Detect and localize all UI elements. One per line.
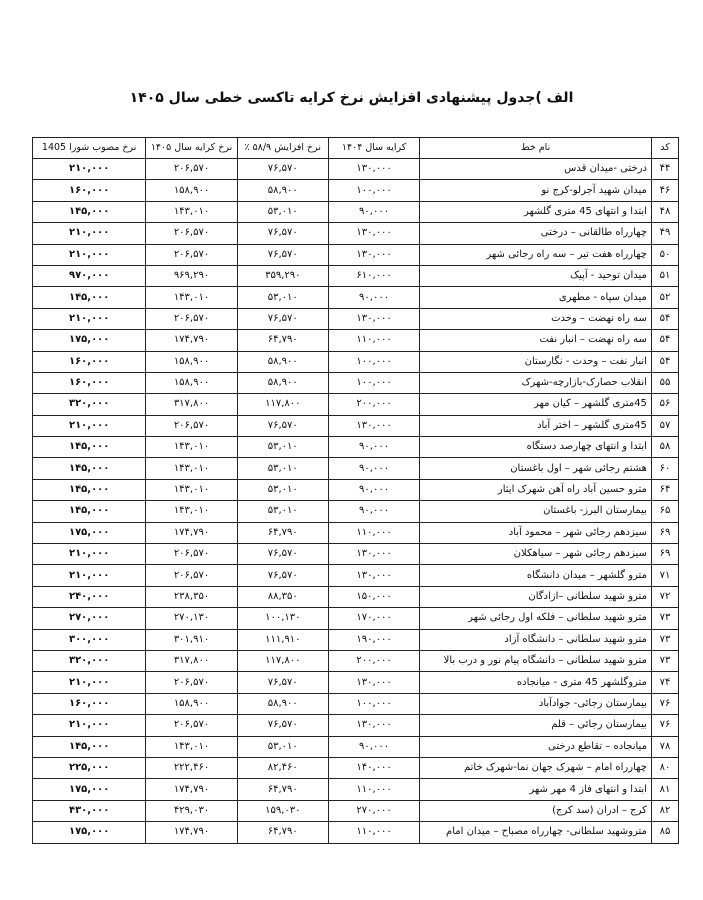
cell-council-fare: ۱۷۵,۰۰۰	[33, 522, 146, 543]
table-row	[33, 458, 679, 479]
cell-code: ۶۵	[651, 501, 678, 522]
cell-code: ۵۵	[651, 372, 678, 393]
cell-line-name: چهارراه هفت تیر – سه راه رجائی شهر	[420, 244, 652, 265]
cell-fare-1404: ۲۰۰,۰۰۰	[328, 650, 419, 671]
cell-line-name: بیمارستان رجائی- جوادآباد	[420, 693, 652, 714]
cell-fare-1405: ۱۴۳,۰۱۰	[146, 736, 237, 757]
cell-line-name: مترو شهید سلطانی – دانشگاه پیام نور و درب بالا	[420, 650, 652, 671]
cell-code: ۸۲	[651, 800, 678, 821]
cell-line-name: میانجاده – تقاطع درختی	[420, 736, 652, 757]
cell-line-name: مترو گلشهر – میدان دانشگاه	[420, 565, 652, 586]
cell-increase: ۵۳,۰۱۰	[237, 287, 328, 308]
cell-council-fare: ۲۱۰,۰۰۰	[33, 244, 146, 265]
cell-fare-1405: ۳۱۷,۸۰۰	[146, 394, 237, 415]
cell-increase: ۷۶,۵۷۰	[237, 223, 328, 244]
cell-fare-1404: ۱۳۰,۰۰۰	[328, 715, 419, 736]
cell-increase: ۷۶,۵۷۰	[237, 715, 328, 736]
cell-increase: ۵۸,۹۰۰	[237, 351, 328, 372]
cell-fare-1405: ۲۳۸,۳۵۰	[146, 586, 237, 607]
fare-table	[32, 137, 679, 844]
cell-code: ۶۹	[651, 544, 678, 565]
table-row	[33, 159, 679, 180]
cell-increase: ۵۳,۰۱۰	[237, 501, 328, 522]
cell-fare-1405: ۲۰۶,۵۷۰	[146, 672, 237, 693]
cell-line-name: بیمارستان رجائی – قلم	[420, 715, 652, 736]
cell-code: ۷۳	[651, 629, 678, 650]
header-fare-1405: نرخ کرایه سال ۱۴۰۵	[146, 138, 237, 159]
cell-code: ۷۳	[651, 650, 678, 671]
cell-line-name: مترو حسین آباد راه آهن شهرک ایثار	[420, 479, 652, 500]
cell-increase: ۷۶,۵۷۰	[237, 159, 328, 180]
cell-fare-1404: ۱۳۰,۰۰۰	[328, 244, 419, 265]
cell-code: ۴۶	[651, 180, 678, 201]
cell-code: ۵۴	[651, 351, 678, 372]
cell-fare-1405: ۱۴۳,۰۱۰	[146, 501, 237, 522]
table-row	[33, 287, 679, 308]
table-row	[33, 650, 679, 671]
cell-fare-1405: ۲۰۶,۵۷۰	[146, 544, 237, 565]
cell-fare-1405: ۱۴۳,۰۱۰	[146, 287, 237, 308]
cell-line-name: انقلاب حصارک-بازارچه-شهرک	[420, 372, 652, 393]
cell-increase: ۶۴,۷۹۰	[237, 522, 328, 543]
cell-line-name: متروگلشهر 45 متری - میانجاده	[420, 672, 652, 693]
cell-increase: ۵۳,۰۱۰	[237, 736, 328, 757]
cell-fare-1405: ۱۷۴,۷۹۰	[146, 822, 237, 843]
cell-council-fare: ۱۴۵,۰۰۰	[33, 501, 146, 522]
cell-line-name: میدان توحید - آپیک	[420, 265, 652, 286]
cell-code: ۷۴	[651, 672, 678, 693]
cell-increase: ۷۶,۵۷۰	[237, 672, 328, 693]
cell-line-name: ابتدا و انتهای 45 متری گلشهر	[420, 201, 652, 222]
cell-fare-1404: ۱۰۰,۰۰۰	[328, 180, 419, 201]
table-row	[33, 372, 679, 393]
table-row	[33, 223, 679, 244]
table-row	[33, 437, 679, 458]
cell-council-fare: ۲۲۵,۰۰۰	[33, 757, 146, 778]
cell-fare-1404: ۱۵۰,۰۰۰	[328, 586, 419, 607]
cell-fare-1404: ۱۴۰,۰۰۰	[328, 757, 419, 778]
cell-fare-1405: ۲۰۶,۵۷۰	[146, 308, 237, 329]
cell-fare-1405: ۱۴۳,۰۱۰	[146, 437, 237, 458]
cell-line-name: انبار نفت – وحدت - نگارستان	[420, 351, 652, 372]
table-row	[33, 608, 679, 629]
cell-council-fare: ۳۰۰,۰۰۰	[33, 629, 146, 650]
cell-code: ۴۹	[651, 223, 678, 244]
table-row	[33, 501, 679, 522]
cell-fare-1404: ۱۳۰,۰۰۰	[328, 565, 419, 586]
cell-line-name: مترو شهید سلطانی – فلکه اول رجائی شهر	[420, 608, 652, 629]
cell-council-fare: ۱۴۵,۰۰۰	[33, 736, 146, 757]
cell-increase: ۵۳,۰۱۰	[237, 458, 328, 479]
cell-line-name: سیزدهم رجائی شهر – سیاهکلان	[420, 544, 652, 565]
cell-council-fare: ۲۱۰,۰۰۰	[33, 415, 146, 436]
cell-line-name: سه راه نهضت – انبار نفت	[420, 330, 652, 351]
table-row	[33, 693, 679, 714]
cell-fare-1404: ۱۰۰,۰۰۰	[328, 693, 419, 714]
cell-increase: ۶۴,۷۹۰	[237, 330, 328, 351]
cell-code: ۵۶	[651, 394, 678, 415]
cell-fare-1405: ۲۷۰,۱۳۰	[146, 608, 237, 629]
cell-fare-1405: ۲۰۶,۵۷۰	[146, 565, 237, 586]
table-row	[33, 779, 679, 800]
cell-line-name: درختی -میدان قدس	[420, 159, 652, 180]
cell-line-name: 45متری گلشهر – کیان مهر	[420, 394, 652, 415]
cell-fare-1405: ۱۴۳,۰۱۰	[146, 201, 237, 222]
cell-code: ۷۸	[651, 736, 678, 757]
cell-line-name: چهارراه امام – شهرک جهان نما-شهرک خاتم	[420, 757, 652, 778]
cell-code: ۵۰	[651, 244, 678, 265]
table-row	[33, 565, 679, 586]
table-row	[33, 415, 679, 436]
cell-increase: ۵۸,۹۰۰	[237, 372, 328, 393]
cell-fare-1405: ۳۰۱,۹۱۰	[146, 629, 237, 650]
cell-fare-1405: ۲۰۶,۵۷۰	[146, 159, 237, 180]
cell-increase: ۱۵۹,۰۳۰	[237, 800, 328, 821]
table-row	[33, 351, 679, 372]
cell-line-name: مترو شهید سلطانی –ازادگان	[420, 586, 652, 607]
cell-increase: ۵۸,۹۰۰	[237, 180, 328, 201]
header-council-fare: نرخ مصوب شورا 1405	[33, 138, 146, 159]
cell-fare-1405: ۱۵۸,۹۰۰	[146, 372, 237, 393]
table-row	[33, 201, 679, 222]
cell-increase: ۱۱۷,۸۰۰	[237, 394, 328, 415]
cell-fare-1404: ۹۰,۰۰۰	[328, 458, 419, 479]
cell-council-fare: ۱۶۰,۰۰۰	[33, 372, 146, 393]
cell-fare-1404: ۹۰,۰۰۰	[328, 736, 419, 757]
table-row	[33, 629, 679, 650]
cell-council-fare: ۲۱۰,۰۰۰	[33, 544, 146, 565]
cell-increase: ۳۵۹,۲۹۰	[237, 265, 328, 286]
cell-fare-1405: ۹۶۹,۲۹۰	[146, 265, 237, 286]
cell-fare-1404: ۹۰,۰۰۰	[328, 437, 419, 458]
table-row	[33, 308, 679, 329]
cell-fare-1405: ۱۵۸,۹۰۰	[146, 351, 237, 372]
header-code: کد	[651, 138, 678, 159]
cell-fare-1405: ۱۴۳,۰۱۰	[146, 458, 237, 479]
cell-line-name: سه راه نهضت – وحدت	[420, 308, 652, 329]
cell-code: ۷۱	[651, 565, 678, 586]
cell-council-fare: ۲۱۰,۰۰۰	[33, 715, 146, 736]
cell-fare-1404: ۹۰,۰۰۰	[328, 287, 419, 308]
cell-council-fare: ۱۷۵,۰۰۰	[33, 822, 146, 843]
table-row	[33, 244, 679, 265]
cell-code: ۵۲	[651, 287, 678, 308]
cell-council-fare: ۲۱۰,۰۰۰	[33, 308, 146, 329]
table-row	[33, 736, 679, 757]
cell-fare-1404: ۱۱۰,۰۰۰	[328, 522, 419, 543]
cell-increase: ۵۳,۰۱۰	[237, 479, 328, 500]
header-increase: نرخ افزایش ۵۸/۹ ٪	[237, 138, 328, 159]
table-row	[33, 330, 679, 351]
cell-council-fare: ۲۱۰,۰۰۰	[33, 565, 146, 586]
cell-line-name: ابتدا و انتهای چهارصد دستگاه	[420, 437, 652, 458]
cell-increase: ۷۶,۵۷۰	[237, 565, 328, 586]
cell-code: ۷۶	[651, 715, 678, 736]
cell-fare-1404: ۱۳۰,۰۰۰	[328, 415, 419, 436]
cell-council-fare: ۳۲۰,۰۰۰	[33, 650, 146, 671]
cell-council-fare: ۱۴۵,۰۰۰	[33, 437, 146, 458]
cell-fare-1404: ۱۹۰,۰۰۰	[328, 629, 419, 650]
cell-fare-1404: ۱۳۰,۰۰۰	[328, 223, 419, 244]
cell-line-name: 45متری گلشهر – اختر آباد	[420, 415, 652, 436]
cell-code: ۵۸	[651, 437, 678, 458]
cell-fare-1405: ۴۲۹,۰۳۰	[146, 800, 237, 821]
cell-fare-1405: ۲۲۲,۴۶۰	[146, 757, 237, 778]
cell-code: ۸۵	[651, 822, 678, 843]
cell-council-fare: ۱۴۵,۰۰۰	[33, 479, 146, 500]
cell-line-name: سیزدهم رجائی شهر – محمود آباد	[420, 522, 652, 543]
table-row	[33, 800, 679, 821]
header-fare-1404: کرایه سال ۱۴۰۴	[328, 138, 419, 159]
cell-council-fare: ۱۴۵,۰۰۰	[33, 458, 146, 479]
cell-increase: ۸۲,۴۶۰	[237, 757, 328, 778]
cell-council-fare: ۲۱۰,۰۰۰	[33, 159, 146, 180]
cell-line-name: میدان شهید آجرلو-کرج نو	[420, 180, 652, 201]
cell-council-fare: ۱۷۵,۰۰۰	[33, 779, 146, 800]
cell-increase: ۷۶,۵۷۰	[237, 415, 328, 436]
cell-fare-1404: ۱۱۰,۰۰۰	[328, 822, 419, 843]
page-title: الف )جدول پیشنهادی افزایش نرخ کرایه تاکسی خطی سال ۱۴۰۵	[129, 90, 574, 106]
cell-fare-1405: ۲۰۶,۵۷۰	[146, 244, 237, 265]
cell-fare-1404: ۱۰۰,۰۰۰	[328, 372, 419, 393]
cell-increase: ۷۶,۵۷۰	[237, 308, 328, 329]
cell-fare-1404: ۱۳۰,۰۰۰	[328, 544, 419, 565]
table-row	[33, 672, 679, 693]
cell-council-fare: ۲۴۰,۰۰۰	[33, 586, 146, 607]
cell-council-fare: ۳۲۰,۰۰۰	[33, 394, 146, 415]
table-row	[33, 479, 679, 500]
cell-code: ۷۳	[651, 608, 678, 629]
cell-council-fare: ۱۶۰,۰۰۰	[33, 180, 146, 201]
cell-fare-1405: ۲۰۶,۵۷۰	[146, 715, 237, 736]
cell-fare-1405: ۲۰۶,۵۷۰	[146, 223, 237, 244]
cell-fare-1404: ۱۰۰,۰۰۰	[328, 351, 419, 372]
cell-code: ۶۹	[651, 522, 678, 543]
cell-line-name: بیمارستان البرز- باغستان	[420, 501, 652, 522]
cell-line-name: ابتدا و انتهای فاز 4 مهر شهر	[420, 779, 652, 800]
table-row	[33, 715, 679, 736]
cell-code: ۶۰	[651, 458, 678, 479]
cell-increase: ۶۴,۷۹۰	[237, 779, 328, 800]
cell-council-fare: ۱۴۵,۰۰۰	[33, 287, 146, 308]
cell-fare-1404: ۱۳۰,۰۰۰	[328, 308, 419, 329]
table-row	[33, 544, 679, 565]
cell-fare-1404: ۶۱۰,۰۰۰	[328, 265, 419, 286]
cell-code: ۵۴	[651, 330, 678, 351]
cell-fare-1405: ۱۵۸,۹۰۰	[146, 693, 237, 714]
cell-code: ۴۸	[651, 201, 678, 222]
cell-fare-1404: ۱۷۰,۰۰۰	[328, 608, 419, 629]
cell-increase: ۱۱۷,۸۰۰	[237, 650, 328, 671]
cell-council-fare: ۱۶۰,۰۰۰	[33, 693, 146, 714]
cell-increase: ۵۳,۰۱۰	[237, 437, 328, 458]
cell-increase: ۵۸,۹۰۰	[237, 693, 328, 714]
cell-code: ۵۴	[651, 308, 678, 329]
cell-line-name: میدان سپاه - مطهری	[420, 287, 652, 308]
cell-council-fare: ۱۴۵,۰۰۰	[33, 201, 146, 222]
cell-fare-1404: ۲۰۰,۰۰۰	[328, 394, 419, 415]
cell-fare-1404: ۹۰,۰۰۰	[328, 201, 419, 222]
table-row	[33, 586, 679, 607]
cell-fare-1405: ۱۴۳,۰۱۰	[146, 479, 237, 500]
cell-line-name: متروشهید سلطانی- چهارراه مصباح – میدان امام	[420, 822, 652, 843]
cell-increase: ۵۳,۰۱۰	[237, 201, 328, 222]
cell-code: ۵۷	[651, 415, 678, 436]
cell-council-fare: ۲۷۰,۰۰۰	[33, 608, 146, 629]
cell-code: ۸۱	[651, 779, 678, 800]
cell-code: ۷۲	[651, 586, 678, 607]
cell-council-fare: ۹۷۰,۰۰۰	[33, 265, 146, 286]
cell-fare-1404: ۹۰,۰۰۰	[328, 479, 419, 500]
cell-increase: ۱۱۱,۹۱۰	[237, 629, 328, 650]
cell-line-name: کرج – ادران (سد کرج)	[420, 800, 652, 821]
table-header-row	[33, 138, 679, 159]
table-row	[33, 265, 679, 286]
table-row	[33, 522, 679, 543]
cell-code: ۸۰	[651, 757, 678, 778]
cell-fare-1405: ۳۱۷,۸۰۰	[146, 650, 237, 671]
cell-fare-1405: ۲۰۶,۵۷۰	[146, 415, 237, 436]
cell-council-fare: ۱۶۰,۰۰۰	[33, 351, 146, 372]
cell-line-name: هشتم رجائی شهر – اول باغستان	[420, 458, 652, 479]
cell-fare-1405: ۱۷۴,۷۹۰	[146, 330, 237, 351]
cell-fare-1404: ۲۷۰,۰۰۰	[328, 800, 419, 821]
cell-increase: ۷۶,۵۷۰	[237, 244, 328, 265]
cell-code: ۷۶	[651, 693, 678, 714]
cell-fare-1404: ۹۰,۰۰۰	[328, 501, 419, 522]
cell-code: ۵۱	[651, 265, 678, 286]
cell-fare-1404: ۱۳۰,۰۰۰	[328, 672, 419, 693]
table-row	[33, 822, 679, 843]
cell-fare-1404: ۱۱۰,۰۰۰	[328, 330, 419, 351]
cell-fare-1404: ۱۳۰,۰۰۰	[328, 159, 419, 180]
cell-council-fare: ۴۳۰,۰۰۰	[33, 800, 146, 821]
table-row	[33, 394, 679, 415]
cell-increase: ۸۸,۳۵۰	[237, 586, 328, 607]
cell-code: ۶۴	[651, 479, 678, 500]
header-line-name: نام خط	[420, 138, 652, 159]
cell-line-name: چهارراه طالقانی – درختی	[420, 223, 652, 244]
cell-line-name: مترو شهید سلطانی – دانشگاه آزاد	[420, 629, 652, 650]
cell-council-fare: ۲۱۰,۰۰۰	[33, 672, 146, 693]
cell-fare-1405: ۱۷۴,۷۹۰	[146, 779, 237, 800]
table-row	[33, 180, 679, 201]
cell-fare-1405: ۱۷۴,۷۹۰	[146, 522, 237, 543]
cell-council-fare: ۲۱۰,۰۰۰	[33, 223, 146, 244]
cell-increase: ۱۰۰,۱۳۰	[237, 608, 328, 629]
cell-increase: ۷۶,۵۷۰	[237, 544, 328, 565]
cell-fare-1404: ۱۱۰,۰۰۰	[328, 779, 419, 800]
cell-code: ۴۴	[651, 159, 678, 180]
cell-council-fare: ۱۷۵,۰۰۰	[33, 330, 146, 351]
cell-fare-1405: ۱۵۸,۹۰۰	[146, 180, 237, 201]
cell-increase: ۶۴,۷۹۰	[237, 822, 328, 843]
table-row	[33, 757, 679, 778]
